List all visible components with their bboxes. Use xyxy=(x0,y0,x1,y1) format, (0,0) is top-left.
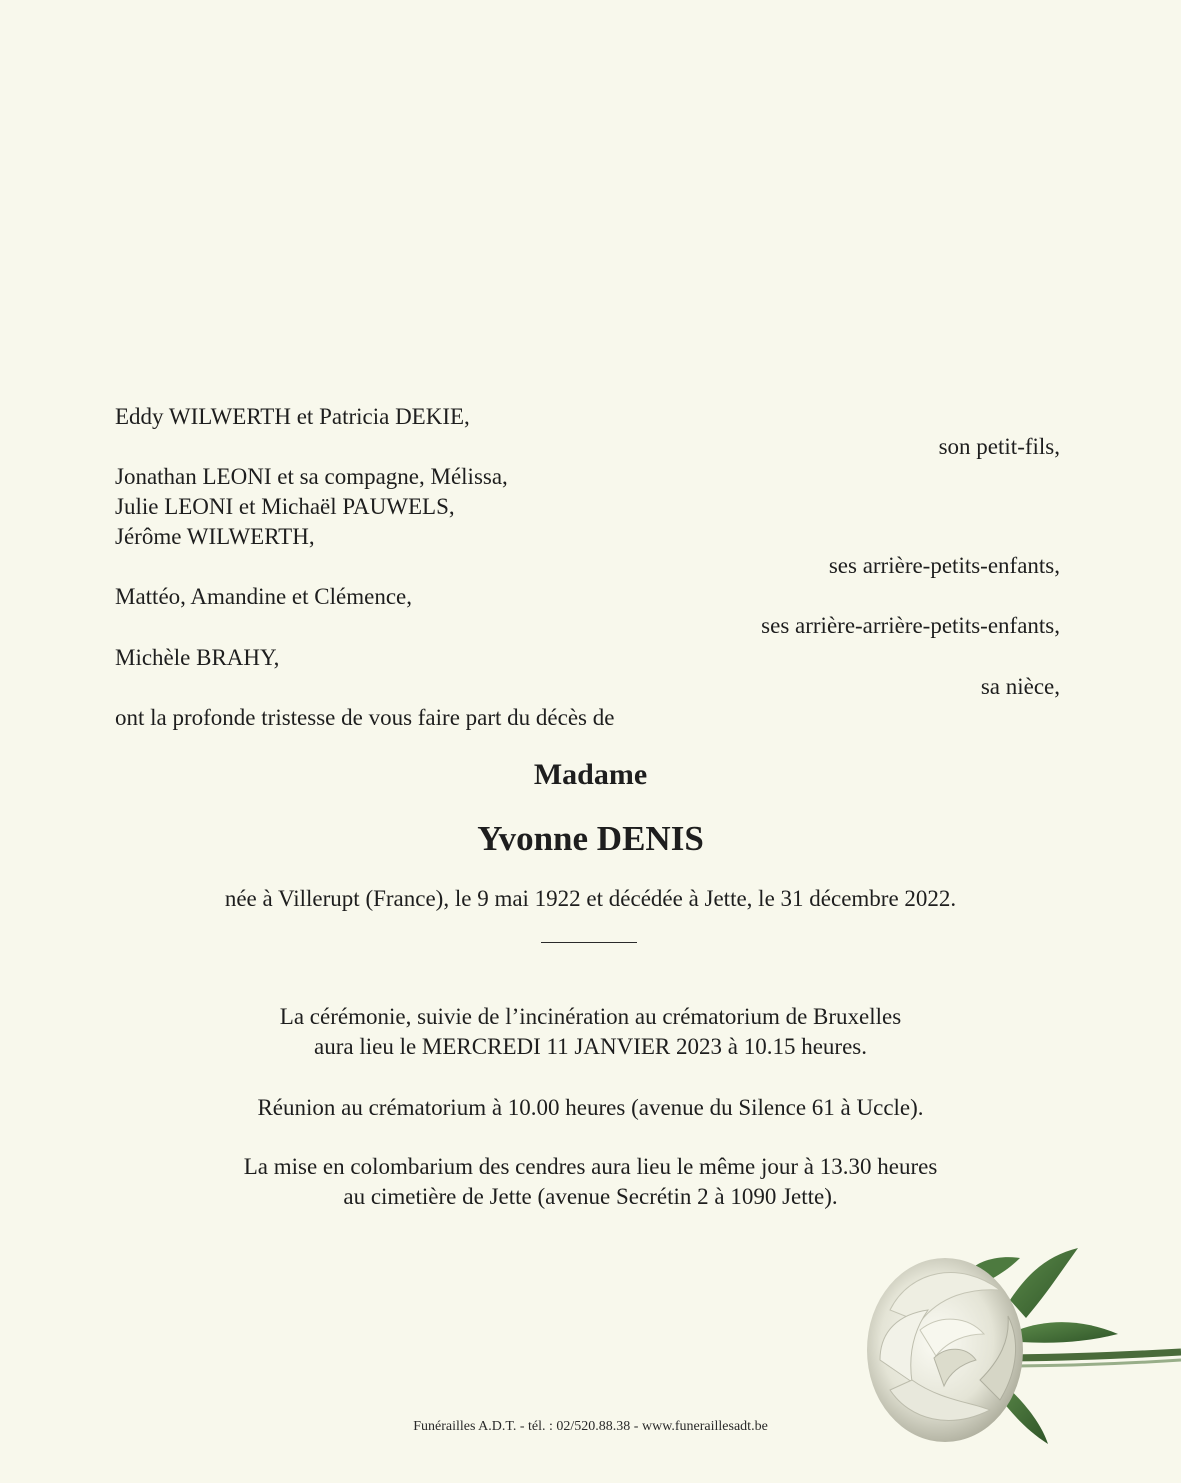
family-line-5: Mattéo, Amandine et Clémence, xyxy=(115,584,412,609)
family-line-1: Eddy WILWERTH et Patricia DEKIE, xyxy=(115,404,470,429)
funeral-home-footer: Funérailles A.D.T. - tél. : 02/520.88.38 - www.funeraillesadt.be xyxy=(413,1419,768,1434)
ceremony-line-2: aura lieu le MERCREDI 11 JANVIER 2023 à 10.15 heures. xyxy=(314,1034,867,1059)
divider xyxy=(541,942,637,943)
family-line-4: Jérôme WILWERTH, xyxy=(115,524,315,549)
ceremony-line-1: La cérémonie, suivie de l’incinération au crématorium de Bruxelles xyxy=(279,1004,902,1029)
white-rose-icon xyxy=(850,1230,1181,1483)
deceased-name: Yvonne DENIS xyxy=(477,819,704,858)
family-line-6: Michèle BRAHY, xyxy=(115,645,280,670)
family-relation-great-grandchildren: ses arrière-petits-enfants, xyxy=(828,553,1060,578)
birth-death-line: née à Villerupt (France), le 9 mai 1922 et décédée à Jette, le 31 décembre 2022. xyxy=(224,886,957,911)
columbarium-line-1: La mise en colombarium des cendres aura lieu le même jour à 13.30 heures xyxy=(243,1154,938,1179)
deceased-title: Madame xyxy=(533,758,648,791)
announcement-intro: ont la profonde tristesse de vous faire part du décès de xyxy=(115,705,615,730)
family-relation-great-great-grandchildren: ses arrière-arrière-petits-enfants, xyxy=(761,613,1060,638)
family-line-3: Julie LEONI et Michaël PAUWELS, xyxy=(115,494,455,519)
family-relation-grandson: son petit-fils, xyxy=(938,434,1060,459)
meeting-line: Réunion au crématorium à 10.00 heures (avenue du Silence 61 à Uccle). xyxy=(257,1095,924,1120)
columbarium-line-2: au cimetière de Jette (avenue Secrétin 2 à 1090 Jette). xyxy=(343,1184,838,1209)
family-line-2: Jonathan LEONI et sa compagne, Mélissa, xyxy=(115,464,508,489)
family-relation-niece: sa nièce, xyxy=(980,674,1060,699)
